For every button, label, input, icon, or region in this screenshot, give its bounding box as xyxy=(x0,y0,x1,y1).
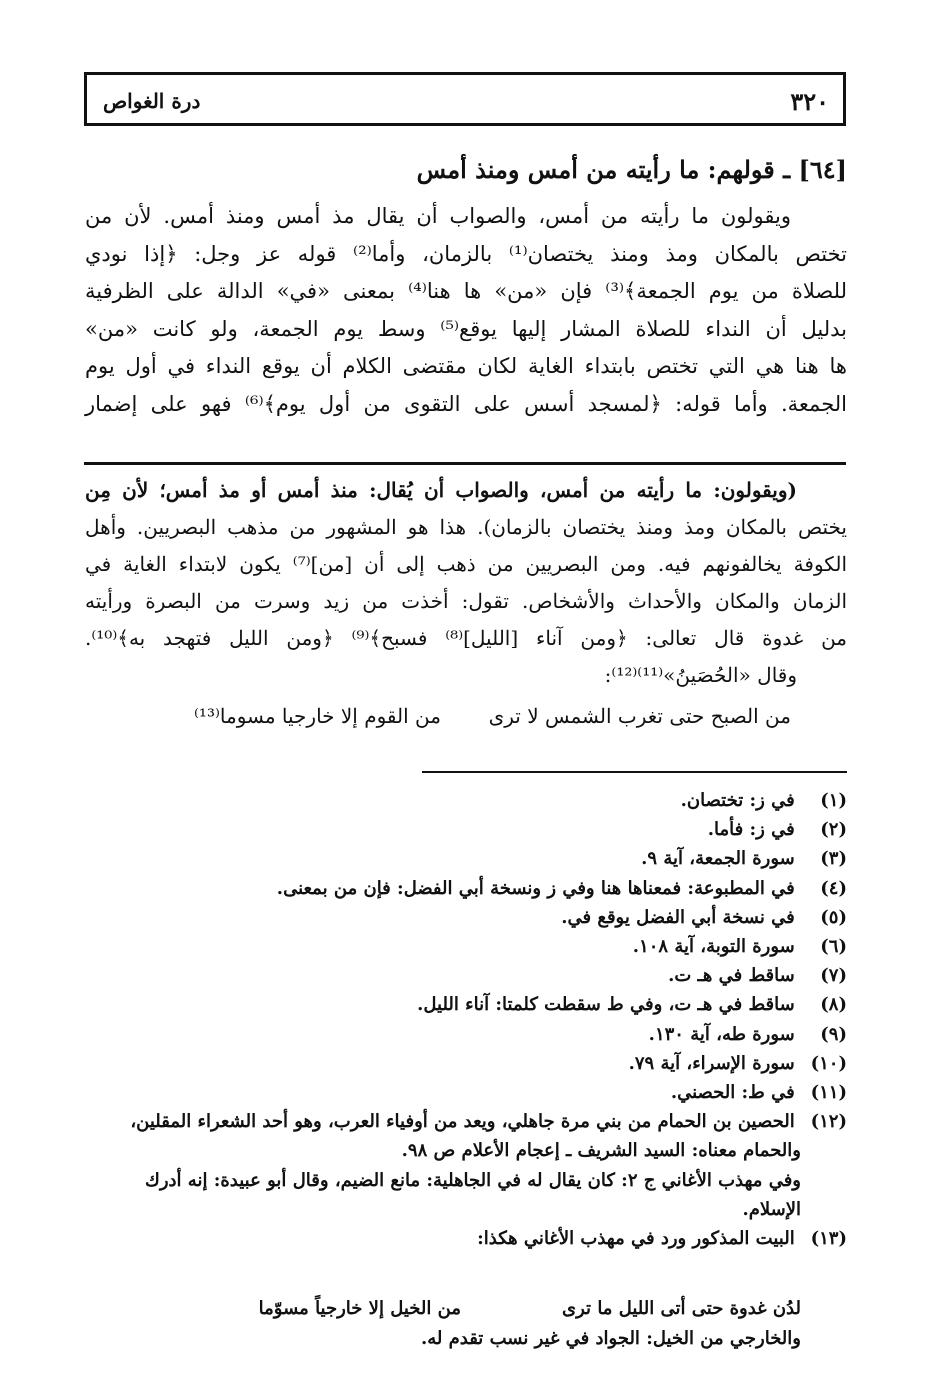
footnote-closing-line: والخارجي من الخيل: الجواد في غير نسب تقدم له. xyxy=(420,1328,801,1349)
footnote-number: (١٠) xyxy=(810,1052,847,1074)
running-header xyxy=(84,72,846,126)
footnote-number: (٨) xyxy=(820,994,847,1016)
book-title: درة الغواص xyxy=(103,89,201,113)
main-line: للصلاة من يوم الجمعة﴾⁽³⁾ فإن «من» ها هنا⁽⁴⁾ بمعنى «في» الدالة على الظرفية xyxy=(85,279,847,303)
footnote xyxy=(75,1049,847,1078)
commentary-line: يختص بالمكان ومذ ومنذ يختصان بالزمان). هذا هو المشهور من مذهب البصريين. وأهل xyxy=(85,515,847,539)
footnote-text: ساقط في هـ ت، وفي ط سقطت كلمتا: آناء الليل. xyxy=(417,994,795,1016)
main-text xyxy=(85,198,847,423)
verse-right-hemistich: من الصبح حتى تغرب الشمس لا ترى xyxy=(488,704,791,728)
footnote xyxy=(75,903,847,932)
footnote-text: ساقط في هـ ت. xyxy=(668,965,795,987)
commentary-line: من غدوة قال تعالى: ﴿ومن آناء [الليل]⁽⁸⁾ فسبح﴾⁽⁹⁾ ﴿ومن الليل فتهجد به﴾⁽¹⁰⁾. xyxy=(85,626,848,650)
footnotes xyxy=(75,786,847,1253)
verse-left-hemistich: من القوم إلا خارجيا مسوما⁽¹³⁾ xyxy=(194,704,441,728)
footnote-text: في ز: تختصان. xyxy=(680,790,795,811)
main-line: تختص بالمكان ومذ ومنذ يختصان⁽¹⁾ بالزمان، وأما⁽²⁾ قوله عز وجل: ﴿إذا نودي xyxy=(85,241,847,266)
footnote-number: (٦) xyxy=(820,936,847,958)
footnote-continuation: وفي مهذب الأغاني ج ٢: كان يقال له في الجاهلية: مانع الضيم، وقال أبو عبيدة: إنه أدرك xyxy=(144,1169,801,1191)
footnote xyxy=(75,990,847,1019)
footnote xyxy=(75,1107,847,1224)
footnote xyxy=(75,932,847,961)
footnote-continuation: والحمام معناه: السيد الشريف ـ إعجام الأعلام ص ٩٨. xyxy=(401,1140,801,1162)
footnote-text: سورة التوبة، آية ١٠٨. xyxy=(632,936,795,958)
footnote-number: (٩) xyxy=(820,1023,847,1045)
footnote-number: (١١) xyxy=(810,1082,847,1104)
footnote-number: (٥) xyxy=(820,906,847,928)
footnote-text: في ط: الحصني. xyxy=(670,1082,795,1104)
footnote-text: الحصين بن الحمام من بني مرة جاهلي، ويعد من أوفياء العرب، وهو أحد الشعراء المقلين، xyxy=(130,1111,795,1133)
footnote-text: سورة الجمعة، آية ٩. xyxy=(641,848,795,870)
page-number: ٣٢٠ xyxy=(790,87,829,116)
footnote-verse-left-hemistich: من الخيل إلا خارجياً مسوّما xyxy=(258,1298,461,1319)
footnote-number: (٢) xyxy=(820,819,847,841)
footnote-text: في ز: فأما. xyxy=(707,819,795,841)
footnote xyxy=(75,1078,847,1107)
footnote xyxy=(75,786,847,815)
footnote-continuation: الإسلام. xyxy=(742,1198,801,1220)
main-line: ويقولون ما رأيته من أمس، والصواب أن يقال مذ أمس ومنذ أمس. لأن من xyxy=(85,204,791,228)
commentary-line: الزمان والمكان والأحداث والأشخاص. تقول: أخذت من زيد وسرت من البصرة ورأيته xyxy=(85,589,847,613)
section-divider xyxy=(84,462,846,465)
commentary-line: الكوفة يخالفونهم فيه. ومن البصريين من ذهب إلى أن [من]⁽⁷⁾ يكون لابتداء الغاية في xyxy=(85,552,847,576)
commentary-line: وقال «الحُصَينُ»⁽¹¹⁾⁽¹²⁾: xyxy=(604,663,797,687)
footnote-number: (٧) xyxy=(820,965,847,987)
footnote xyxy=(75,815,847,844)
footnote-number: (١٣) xyxy=(810,1228,847,1250)
section-title: [٦٤] ـ قولهم: ما رأيته من أمس ومنذ أمس xyxy=(416,155,847,184)
footnote-text: في المطبوعة: فمعناها هنا وفي ز ونسخة أبي الفضل: فإن من بمعنى. xyxy=(276,877,795,899)
footnote-verse-right-hemistich: لدُن غدوة حتى أتى الليل ما ترى xyxy=(562,1298,801,1319)
footnote-text: في نسخة أبي الفضل يوقع في. xyxy=(561,906,795,928)
footnote xyxy=(75,1224,847,1253)
main-line: الجمعة. وأما قوله: ﴿لمسجد أسس على التقوى من أول يوم﴾⁽⁶⁾ فهو على إضمار xyxy=(85,391,847,416)
footnote-number: (٤) xyxy=(820,877,847,899)
footnote xyxy=(75,844,847,873)
main-line: بدليل أن النداء للصلاة المشار إليها يوقع⁽⁵⁾ وسط يوم الجمعة، ولو كانت «من» xyxy=(85,316,848,341)
footnote-text: البيت المذكور ورد في مهذب الأغاني هكذا: xyxy=(477,1228,795,1250)
footnote-number: (١) xyxy=(820,790,847,811)
main-line: ها هنا هي التي تختص بابتداء الغاية لكان مقتضى الكلام أن يوقع النداء في أول يوم xyxy=(85,354,847,378)
footnote xyxy=(75,961,847,990)
footnote xyxy=(75,1020,847,1049)
footnote-number: (١٢) xyxy=(810,1111,847,1133)
footnote xyxy=(75,874,847,903)
commentary-text xyxy=(85,472,847,694)
footnote-number: (٣) xyxy=(820,848,847,870)
footnote-text: سورة الإسراء، آية ٧٩. xyxy=(628,1052,795,1074)
commentary-line: (ويقولون: ما رأيته من أمس، والصواب أن يُقال: منذ أمس أو مذ أمس؛ لأن مِن xyxy=(85,478,797,502)
footnote-divider xyxy=(422,771,847,773)
footnote-text: سورة طه، آية ١٣٠. xyxy=(648,1023,795,1045)
